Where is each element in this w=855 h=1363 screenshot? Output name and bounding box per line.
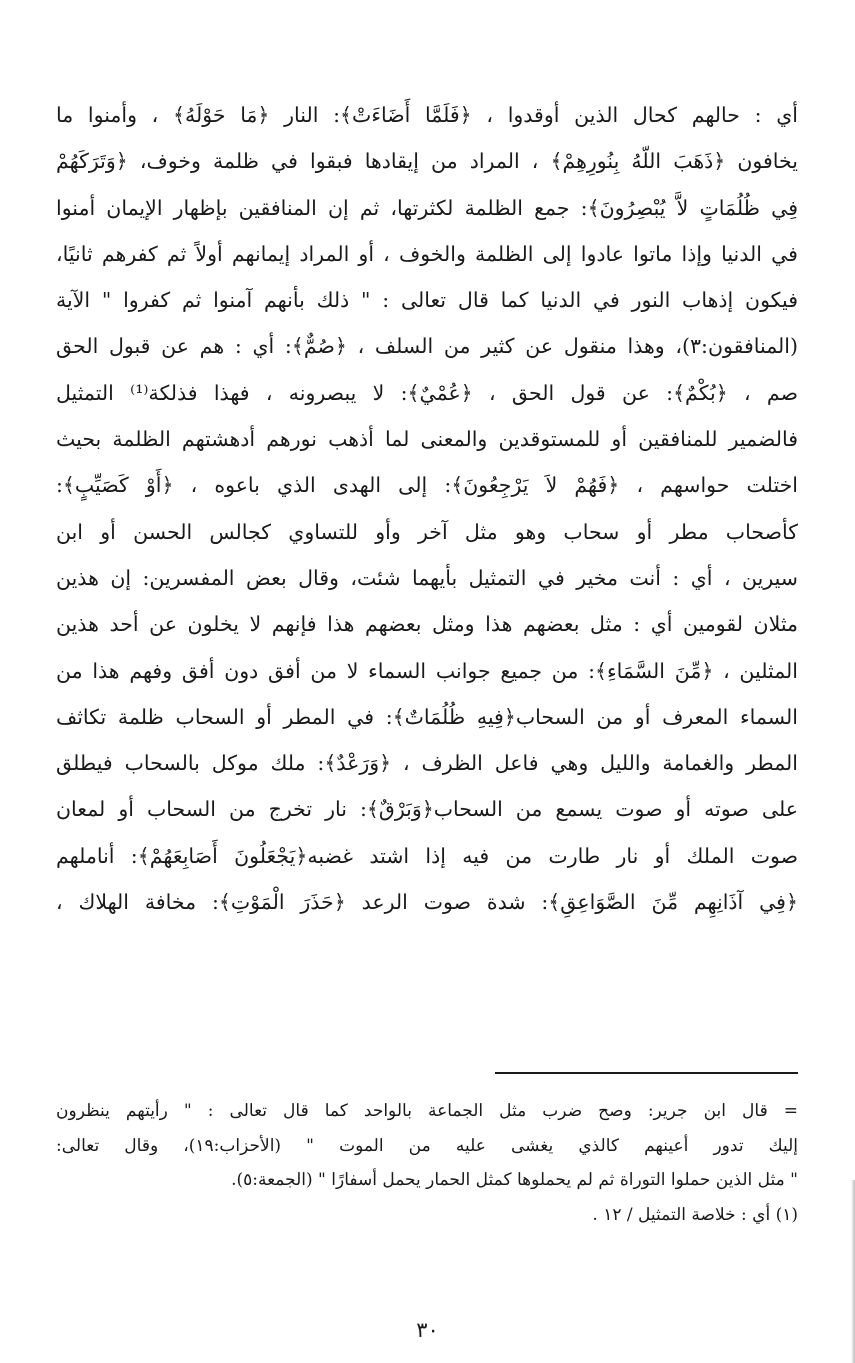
text-line: المثلين ، ﴿مِّنَ السَّمَاءِ﴾: من جميع جوانب السماء لا من أفق دون أفق وفهم هذا من xyxy=(56,658,798,683)
text-line: فِي ظُلُمَاتٍ لاَّ يُبْصِرُونَ﴾: جمع الظلمة لكثرتها، ثم إن المنافقين بإظهار الإيمان أمنوا xyxy=(56,195,798,220)
text-line: في الدنيا وإذا ماتوا عادوا إلى الظلمة والخوف ، أو المراد إيمانهم أولاً ثم كفرهم ثانيًا، xyxy=(56,241,798,266)
text-line: مثلان لقومين أي : مثل بعضهم هذا ومثل بعضهم هذا فإنهم لا يخلون عن أحد هذين xyxy=(56,612,798,637)
text-line: فيكون إذهاب النور في الدنيا كما قال تعالى : " ذلك بأنهم آمنوا ثم كفروا " الآية xyxy=(56,288,798,313)
text-line: صوت الملك أو نار طارت من فيه إذا اشتد غضبه﴿يَجْعَلُونَ أَصَابِعَهُمْ﴾: أناملهم xyxy=(56,843,798,868)
footnote-1: (١) أي : خلاصة التمثيل / ١٢ . xyxy=(592,1204,798,1225)
footnote-separator xyxy=(495,1072,798,1074)
text-line: السماء المعرف أو من السحاب﴿فِيهِ ظُلُمَاتٌ﴾: في المطر أو السحاب ظلمة تكاثف xyxy=(56,704,798,729)
footnote-continuation-line: إليك تدور أعينهم كالذي يغشى عليه من الموت " (الأحزاب:١٩)، وقال تعالى: xyxy=(56,1135,798,1156)
text-line: المطر والغمامة والليل وهي فاعل الظرف ، ﴿وَرَعْدٌ﴾: ملك موكل بالسحاب فيطلق xyxy=(56,751,798,776)
footnote-continuation-line: " مثل الذين حملوا التوراة ثم لم يحملوها كمثل الحمار يحمل أسفارًا " (الجمعة:٥). xyxy=(231,1170,798,1190)
page-number: ٣٠ xyxy=(416,1318,439,1342)
text-line: سيرين ، أي : أنت مخير في التمثيل بأيهما شئت، وقال بعض المفسرين: إن هذين xyxy=(56,565,798,590)
text-line: كأصحاب مطر أو سحاب وهو مثل آخر وأو للتساوي كجالس الحسن أو ابن xyxy=(56,519,798,544)
text-line: صم ، ﴿بُكْمٌ﴾: عن قول الحق ، ﴿عُمْيٌ﴾: لا يبصرونه ، فهذا فذلكة⁽¹⁾ التمثيل xyxy=(56,380,798,405)
text-line: فالضمير للمنافقين أو للمستوقدين والمعنى لما أذهب نورهم أدهشتهم الظلمة بحيث xyxy=(56,427,798,452)
text-line: على صوته أو صوت يسمع من السحاب﴿وَبَرْقٌ﴾: نار تخرج من السحاب أو لمعان xyxy=(56,797,798,822)
scan-edge-shadow xyxy=(851,1180,855,1363)
text-line: أي : حالهم كحال الذين أوقدوا ، ﴿فَلَمَّا أَضَاءَتْ﴾: النار ﴿مَا حَوْلَهُ﴾ ، وأمنوا ما xyxy=(56,103,798,127)
footnotes-block xyxy=(56,1094,798,1232)
text-line: يخافون ﴿ذَهَبَ اللّهُ بِنُورِهِمْ﴾ ، المراد من إيقادها فبقوا في ظلمة وخوف، ﴿وَتَرَكَهُمْ xyxy=(56,149,798,174)
text-line: (المنافقون:٣)، وهذا منقول عن كثير من السلف ، ﴿صُمٌّ﴾: أي : هم عن قبول الحق xyxy=(56,334,798,359)
text-line: ﴿فِي آذَانِهِم مِّنَ الصَّوَاعِقِ﴾: شدة صوت الرعد ﴿حَذَرَ الْمَوْتِ﴾: مخافة الهلاك ، xyxy=(56,890,798,915)
footnote-continuation-line: = قال ابن جرير: وصح ضرب مثل الجماعة بالواحد كما قال تعالى : " رأيتهم ينظرون xyxy=(56,1101,798,1121)
main-text-block xyxy=(56,92,798,925)
text-line: اختلت حواسهم ، ﴿فَهُمْ لاَ يَرْجِعُونَ﴾: إلى الهدى الذي باعوه ، ﴿أَوْ كَصَيِّبٍ﴾: xyxy=(56,473,798,498)
